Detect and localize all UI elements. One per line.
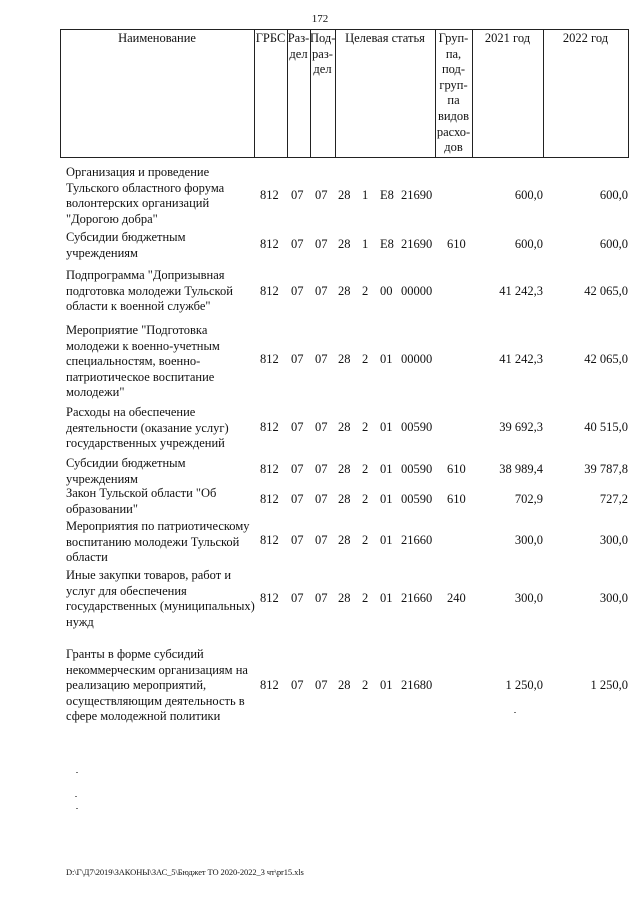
row-cs-subprogram: 2 <box>362 352 369 366</box>
row-cs-code: 00000 <box>401 284 433 298</box>
row-razdel: 07 <box>291 462 304 476</box>
row-expense-type: 610 <box>447 237 466 251</box>
header-2021: 2021 год <box>484 31 531 45</box>
row-razdel: 07 <box>291 284 304 298</box>
row-podrazdel: 07 <box>315 591 328 605</box>
row-2022: 42 065,0 <box>584 352 628 366</box>
row-cs-code: 21680 <box>401 678 433 692</box>
row-podrazdel: 07 <box>315 237 328 251</box>
row-cs-event: 01 <box>380 352 393 366</box>
row-cs-program: 28 <box>338 678 351 692</box>
header-podrazdel: Под- раз- дел <box>310 31 336 76</box>
row-podrazdel: 07 <box>315 188 328 202</box>
scan-speck <box>514 712 516 713</box>
row-2022: 1 250,0 <box>590 678 628 692</box>
row-name: Подпрограмма "Допризывная подготовка молодежи Тульской области к военной службе" <box>66 268 233 314</box>
row-razdel: 07 <box>291 352 304 366</box>
row-cs-subprogram: 2 <box>362 533 369 547</box>
row-2021: 300,0 <box>514 533 543 547</box>
row-cs-event: 01 <box>380 462 393 476</box>
row-cs-code: 00590 <box>401 492 433 506</box>
row-expense-type: 240 <box>447 591 466 605</box>
row-cs-event: 01 <box>380 533 393 547</box>
row-2022: 600,0 <box>599 188 628 202</box>
header-grbs: ГРБС <box>255 31 286 45</box>
header-name: Наименование <box>118 31 196 45</box>
row-2022: 300,0 <box>599 591 628 605</box>
row-2021: 702,9 <box>514 492 543 506</box>
row-2022: 600,0 <box>599 237 628 251</box>
row-cs-event: 01 <box>380 678 393 692</box>
row-cs-event: 01 <box>380 420 393 434</box>
row-podrazdel: 07 <box>315 678 328 692</box>
row-cs-event: 01 <box>380 492 393 506</box>
row-expense-type: 610 <box>447 492 466 506</box>
row-grbs: 812 <box>260 352 279 366</box>
row-grbs: 812 <box>260 462 279 476</box>
row-2022: 42 065,0 <box>584 284 628 298</box>
table-header <box>60 29 629 158</box>
row-razdel: 07 <box>291 420 304 434</box>
row-cs-code: 21660 <box>401 533 433 547</box>
row-podrazdel: 07 <box>315 492 328 506</box>
row-grbs: 812 <box>260 533 279 547</box>
row-cs-code: 21690 <box>401 188 433 202</box>
row-cs-subprogram: 2 <box>362 462 369 476</box>
row-cs-subprogram: 2 <box>362 492 369 506</box>
row-2021: 600,0 <box>514 237 543 251</box>
row-2022: 39 787,8 <box>584 462 628 476</box>
row-grbs: 812 <box>260 237 279 251</box>
row-cs-program: 28 <box>338 420 351 434</box>
row-cs-program: 28 <box>338 284 351 298</box>
row-razdel: 07 <box>291 591 304 605</box>
row-2021: 38 989,4 <box>499 462 543 476</box>
row-name: Иные закупки товаров, работ и услуг для обеспечения государственных (муниципальных) нужд <box>66 568 255 629</box>
row-cs-event: Е8 <box>380 237 394 251</box>
row-cs-event: 01 <box>380 591 393 605</box>
row-podrazdel: 07 <box>315 352 328 366</box>
row-grbs: 812 <box>260 188 279 202</box>
row-grbs: 812 <box>260 678 279 692</box>
row-cs-program: 28 <box>338 462 351 476</box>
header-target-article: Целевая статья <box>345 31 425 45</box>
row-2021: 41 242,3 <box>499 284 543 298</box>
row-cs-code: 21690 <box>401 237 433 251</box>
row-cs-event: Е8 <box>380 188 394 202</box>
row-2021: 600,0 <box>514 188 543 202</box>
row-cs-subprogram: 2 <box>362 678 369 692</box>
page-number: 172 <box>311 13 329 25</box>
scan-speck <box>76 772 78 773</box>
row-podrazdel: 07 <box>315 420 328 434</box>
row-grbs: 812 <box>260 591 279 605</box>
row-name: Субсидии бюджетным учреждениям <box>66 230 186 260</box>
row-cs-subprogram: 1 <box>362 188 369 202</box>
row-name: Мероприятие "Подготовка молодежи к военно-учетным специальностям, военно-патриотическое воспитание молодежи" <box>66 323 220 400</box>
row-grbs: 812 <box>260 284 279 298</box>
row-cs-event: 00 <box>380 284 393 298</box>
row-cs-program: 28 <box>338 492 351 506</box>
row-cs-subprogram: 2 <box>362 420 369 434</box>
row-name: Мероприятия по патриотическому воспитанию молодежи Тульской области <box>66 519 250 565</box>
row-razdel: 07 <box>291 492 304 506</box>
row-podrazdel: 07 <box>315 284 328 298</box>
row-2022: 300,0 <box>599 533 628 547</box>
row-podrazdel: 07 <box>315 533 328 547</box>
row-razdel: 07 <box>291 678 304 692</box>
header-2022: 2022 год <box>562 31 609 45</box>
row-cs-program: 28 <box>338 188 351 202</box>
row-cs-code: 00590 <box>401 462 433 476</box>
row-grbs: 812 <box>260 492 279 506</box>
header-razdel: Раз- дел <box>287 31 310 61</box>
row-cs-code: 00590 <box>401 420 433 434</box>
row-name: Расходы на обеспечение деятельности (оказание услуг) государственных учреждений <box>66 405 229 451</box>
row-razdel: 07 <box>291 237 304 251</box>
row-cs-code: 00000 <box>401 352 433 366</box>
row-name: Гранты в форме субсидий некоммерческим организациям на реализацию мероприятий, осуществляющим деятельность в сфере молодежной политики <box>66 647 248 724</box>
row-2021: 300,0 <box>514 591 543 605</box>
row-cs-program: 28 <box>338 352 351 366</box>
row-2021: 39 692,3 <box>499 420 543 434</box>
scan-speck <box>75 796 77 797</box>
row-podrazdel: 07 <box>315 462 328 476</box>
row-cs-subprogram: 2 <box>362 284 369 298</box>
row-name: Организация и проведение Тульского областного форума волонтерских организаций "Дорогою добра" <box>66 165 225 226</box>
row-grbs: 812 <box>260 420 279 434</box>
row-razdel: 07 <box>291 188 304 202</box>
row-cs-subprogram: 2 <box>362 591 369 605</box>
row-2022: 727,2 <box>599 492 628 506</box>
row-expense-type: 610 <box>447 462 466 476</box>
row-cs-code: 21660 <box>401 591 433 605</box>
row-cs-program: 28 <box>338 237 351 251</box>
row-cs-program: 28 <box>338 591 351 605</box>
header-expense-group: Груп- па, под- груп- па видов расхо- дов <box>436 31 471 155</box>
row-2021: 1 250,0 <box>505 678 543 692</box>
row-2022: 40 515,0 <box>584 420 628 434</box>
row-cs-program: 28 <box>338 533 351 547</box>
row-2021: 41 242,3 <box>499 352 543 366</box>
file-path-footer: D:\Г\Д7\2019\ЗАКОНЫ\ЗАС_5\Бюджет ТО 2020-2022_3 чт\pr15.xls <box>66 867 304 877</box>
row-name: Закон Тульской области "Об образовании" <box>66 486 217 516</box>
scan-speck <box>76 808 78 809</box>
row-name: Субсидии бюджетным учреждениям <box>66 456 186 486</box>
row-cs-subprogram: 1 <box>362 237 369 251</box>
row-razdel: 07 <box>291 533 304 547</box>
